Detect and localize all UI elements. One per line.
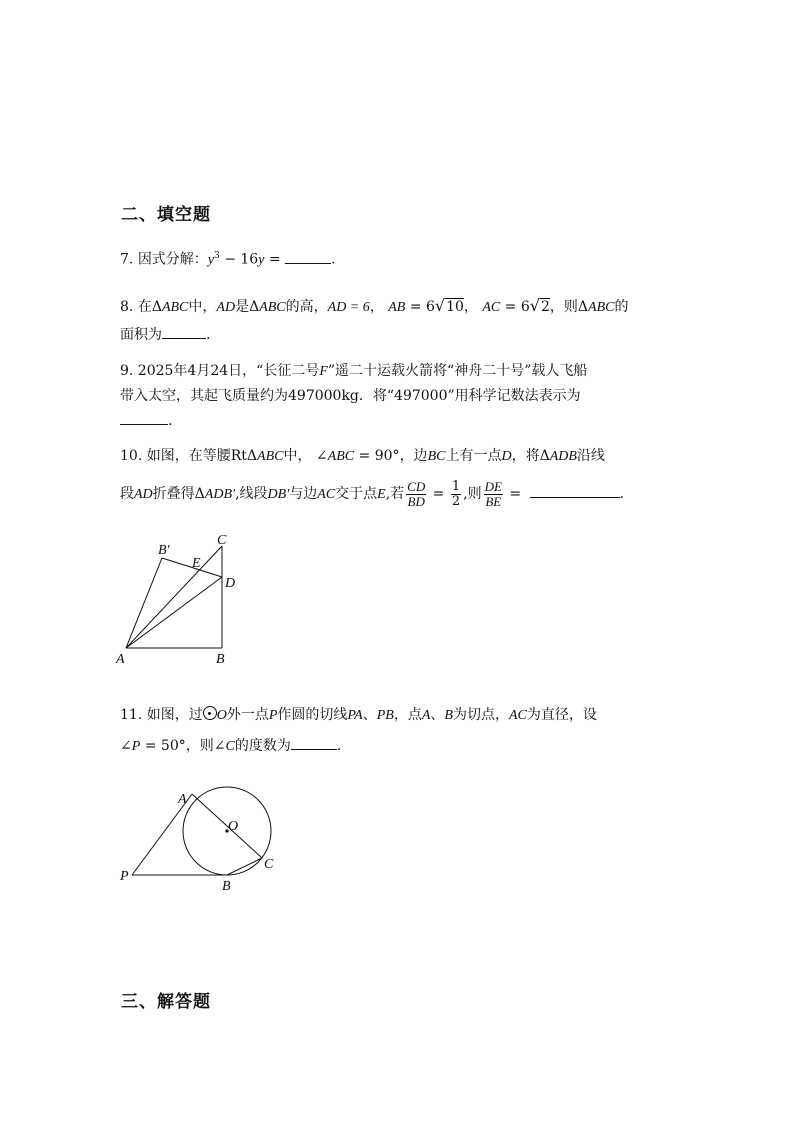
q10-line1f: 沿线 [576,448,605,464]
q10-line1e: ，将 [511,448,540,464]
q7-number: 7. [120,251,134,268]
q7-expr-y2: y [258,252,265,268]
q10-line1a: 10. 如图，在等腰Rt [120,448,247,464]
q10-angle-abc: ABC [327,449,355,464]
q10-abc: ABC [257,449,284,464]
q10-line2b: 折叠得 [152,486,195,502]
q11-o: O [216,708,227,723]
q11-end: . [336,738,342,754]
q8-t5: ，则 [549,299,578,315]
q8-abc2: ABC [259,300,286,315]
q10-frac-de-be [484,480,503,509]
q8-abc: ABC [161,300,189,315]
q10-answer-blank[interactable] [530,485,620,498]
fig10-label-e: E [192,556,201,571]
q10-d: D [501,449,512,464]
q10-figure [112,530,242,670]
segment-bc [227,858,262,875]
q10-frac1-den: BD [407,493,425,509]
q7-expr-minus: − 16 [219,251,259,268]
q10-frac-half [451,480,461,509]
q9-line1b: ”遥二十运载火箭将“神舟二十号”载人飞船 [327,363,588,379]
q10-end: . [619,486,625,502]
q10-angle: ∠ [315,448,328,464]
q11-line1a: 11. 如图，过 [120,707,203,723]
q7-end: . [331,251,336,268]
q11-b: B [444,708,453,723]
q11-figure [112,785,287,895]
fig11-label-o: O [228,819,239,834]
q10-line2e: 交于点 [335,486,378,502]
q11-line1d: ，点 [393,707,422,723]
q10-adb2: ADB′ [204,487,236,502]
q9-answer-blank[interactable] [120,412,168,425]
question-9 [120,361,587,382]
q10-angle-val: = 90° [354,448,400,464]
q8-line2: 面积为 [120,327,162,343]
question-7 [120,246,336,271]
q8-ab-eq: = 6 [405,299,435,315]
q10-ad: AD [134,487,153,502]
question-8 [120,296,628,318]
q11-line1e: 为切点， [452,707,509,723]
q8-tri: Δ [151,299,162,315]
q10-e: E [377,487,386,502]
q8-t2: 中， [188,299,217,315]
q8-t1: 在 [137,299,152,315]
q10-db2: DB′ [267,487,290,502]
fig11-label-b: B [222,879,231,894]
q8-comma: ， [369,299,384,315]
q8-tri3: Δ [577,299,589,315]
q10-eq2: = [504,486,522,502]
q8-tri2: Δ [249,299,260,315]
q11-a: A [421,708,431,723]
fig10-label-b: B [216,652,225,667]
q10-line1b: 中， [283,448,312,464]
q8-answer-blank[interactable] [162,326,206,339]
q8-t6: 的 [614,299,629,315]
fig10-label-d: D [225,576,236,591]
q11-line2b: ，则 [185,738,214,754]
q9-line2: 带入太空，其起飞质量约为497000kg．将“497000”用科学记数法表示为 [120,388,581,404]
q10-line1d: 上有一点 [445,448,502,464]
question-11-line-2 [120,736,341,757]
fig11-label-a: A [178,792,187,807]
q10-frac3-den: BE [485,493,502,509]
q7-answer-blank[interactable] [285,251,331,264]
q10-ac: AC [317,487,336,502]
fig11-label-p: P [120,869,129,884]
q8-number: 8. [120,299,134,315]
q7-text: 因式分解： [137,251,208,268]
q8-ac-eq: = 6 [500,299,530,315]
q10-line2f: ,若 [385,486,405,502]
q8-ac-rad: 2 [540,299,550,315]
q11-angle2: ∠ [213,738,226,754]
diameter-ac [192,794,262,858]
q10-tri2: Δ [539,448,550,464]
q11-angle: ∠ [120,738,132,754]
q8-comma2: ， [463,299,478,315]
q7-expr-exp: 3 [214,251,220,261]
q10-eq: = [428,486,449,502]
q8-ac: AC [482,300,501,315]
question-10 [120,446,605,467]
q8-ad-eq: AD = 6 [327,300,370,315]
q8-ad: AD [216,300,236,315]
q8-t4: 的高， [285,299,328,315]
q11-line1c: 作圆的切线 [277,707,348,723]
q10-frac-cd-bd [406,480,426,509]
q10-frac3-num: DE [484,478,502,494]
q11-p2: P [131,739,141,754]
q8-t3: 是 [235,299,250,315]
q9-line1: 9. 2025年4月24日，“长征二号 [120,363,320,379]
sqrt-icon: √ [529,296,540,315]
q10-line2c: ,线段 [235,486,268,502]
q10-adb: ADB [549,449,577,464]
q11-c: C [225,739,235,754]
q11-answer-blank[interactable] [291,737,337,750]
q11-p: P [268,708,278,723]
q10-line2g: ,则 [463,486,482,502]
q11-sep: 、 [362,707,377,723]
q10-line2d: 与边 [289,486,318,502]
q8-ab: AB [388,300,406,315]
question-9-line-2 [120,386,581,406]
q9-end: . [168,413,173,429]
q10-frac2-den: 2 [451,493,461,509]
q10-line1c: ，边 [399,448,428,464]
section-title-fill-in: 二、填空题 [121,205,211,225]
section-title-answer: 三、解答题 [121,992,211,1012]
q10-tri3: Δ [194,486,205,502]
q10-line2a: 段 [120,486,134,502]
q7-expr-eq: = [264,251,281,268]
fig10-label-b-prime: B′ [158,543,170,558]
q8-end: . [206,327,211,343]
q11-ac: AC [508,708,527,723]
q11-pa: PA [347,708,363,723]
question-10-line-2 [120,478,624,511]
q10-tri: Δ [246,448,258,464]
q11-line2c: 的度数为 [234,738,291,754]
question-9-line-3 [120,411,172,431]
fig10-label-c: C [217,533,227,548]
sqrt-icon: √ [434,296,446,315]
q11-line1b: 外一点 [226,707,269,723]
q8-abc3: ABC [588,300,615,315]
q10-frac2-num: 1 [451,478,461,494]
fig10-label-a: A [116,652,125,667]
fig11-label-c: C [264,857,274,872]
q7-expr-y: y [207,252,215,268]
q10-bc: BC [427,449,446,464]
q8-ab-rad: 10 [446,299,464,315]
circle-dot-icon [203,706,217,720]
q11-angle-val: = 50° [140,738,186,754]
q10-frac1-num: CD [407,478,426,494]
q9-f: F [319,364,328,379]
q11-pb: PB [376,708,394,723]
question-11 [120,705,597,726]
q11-line1f: 为直径，设 [526,707,597,723]
question-8-line-2 [120,325,210,345]
q11-sep2: 、 [430,707,445,723]
